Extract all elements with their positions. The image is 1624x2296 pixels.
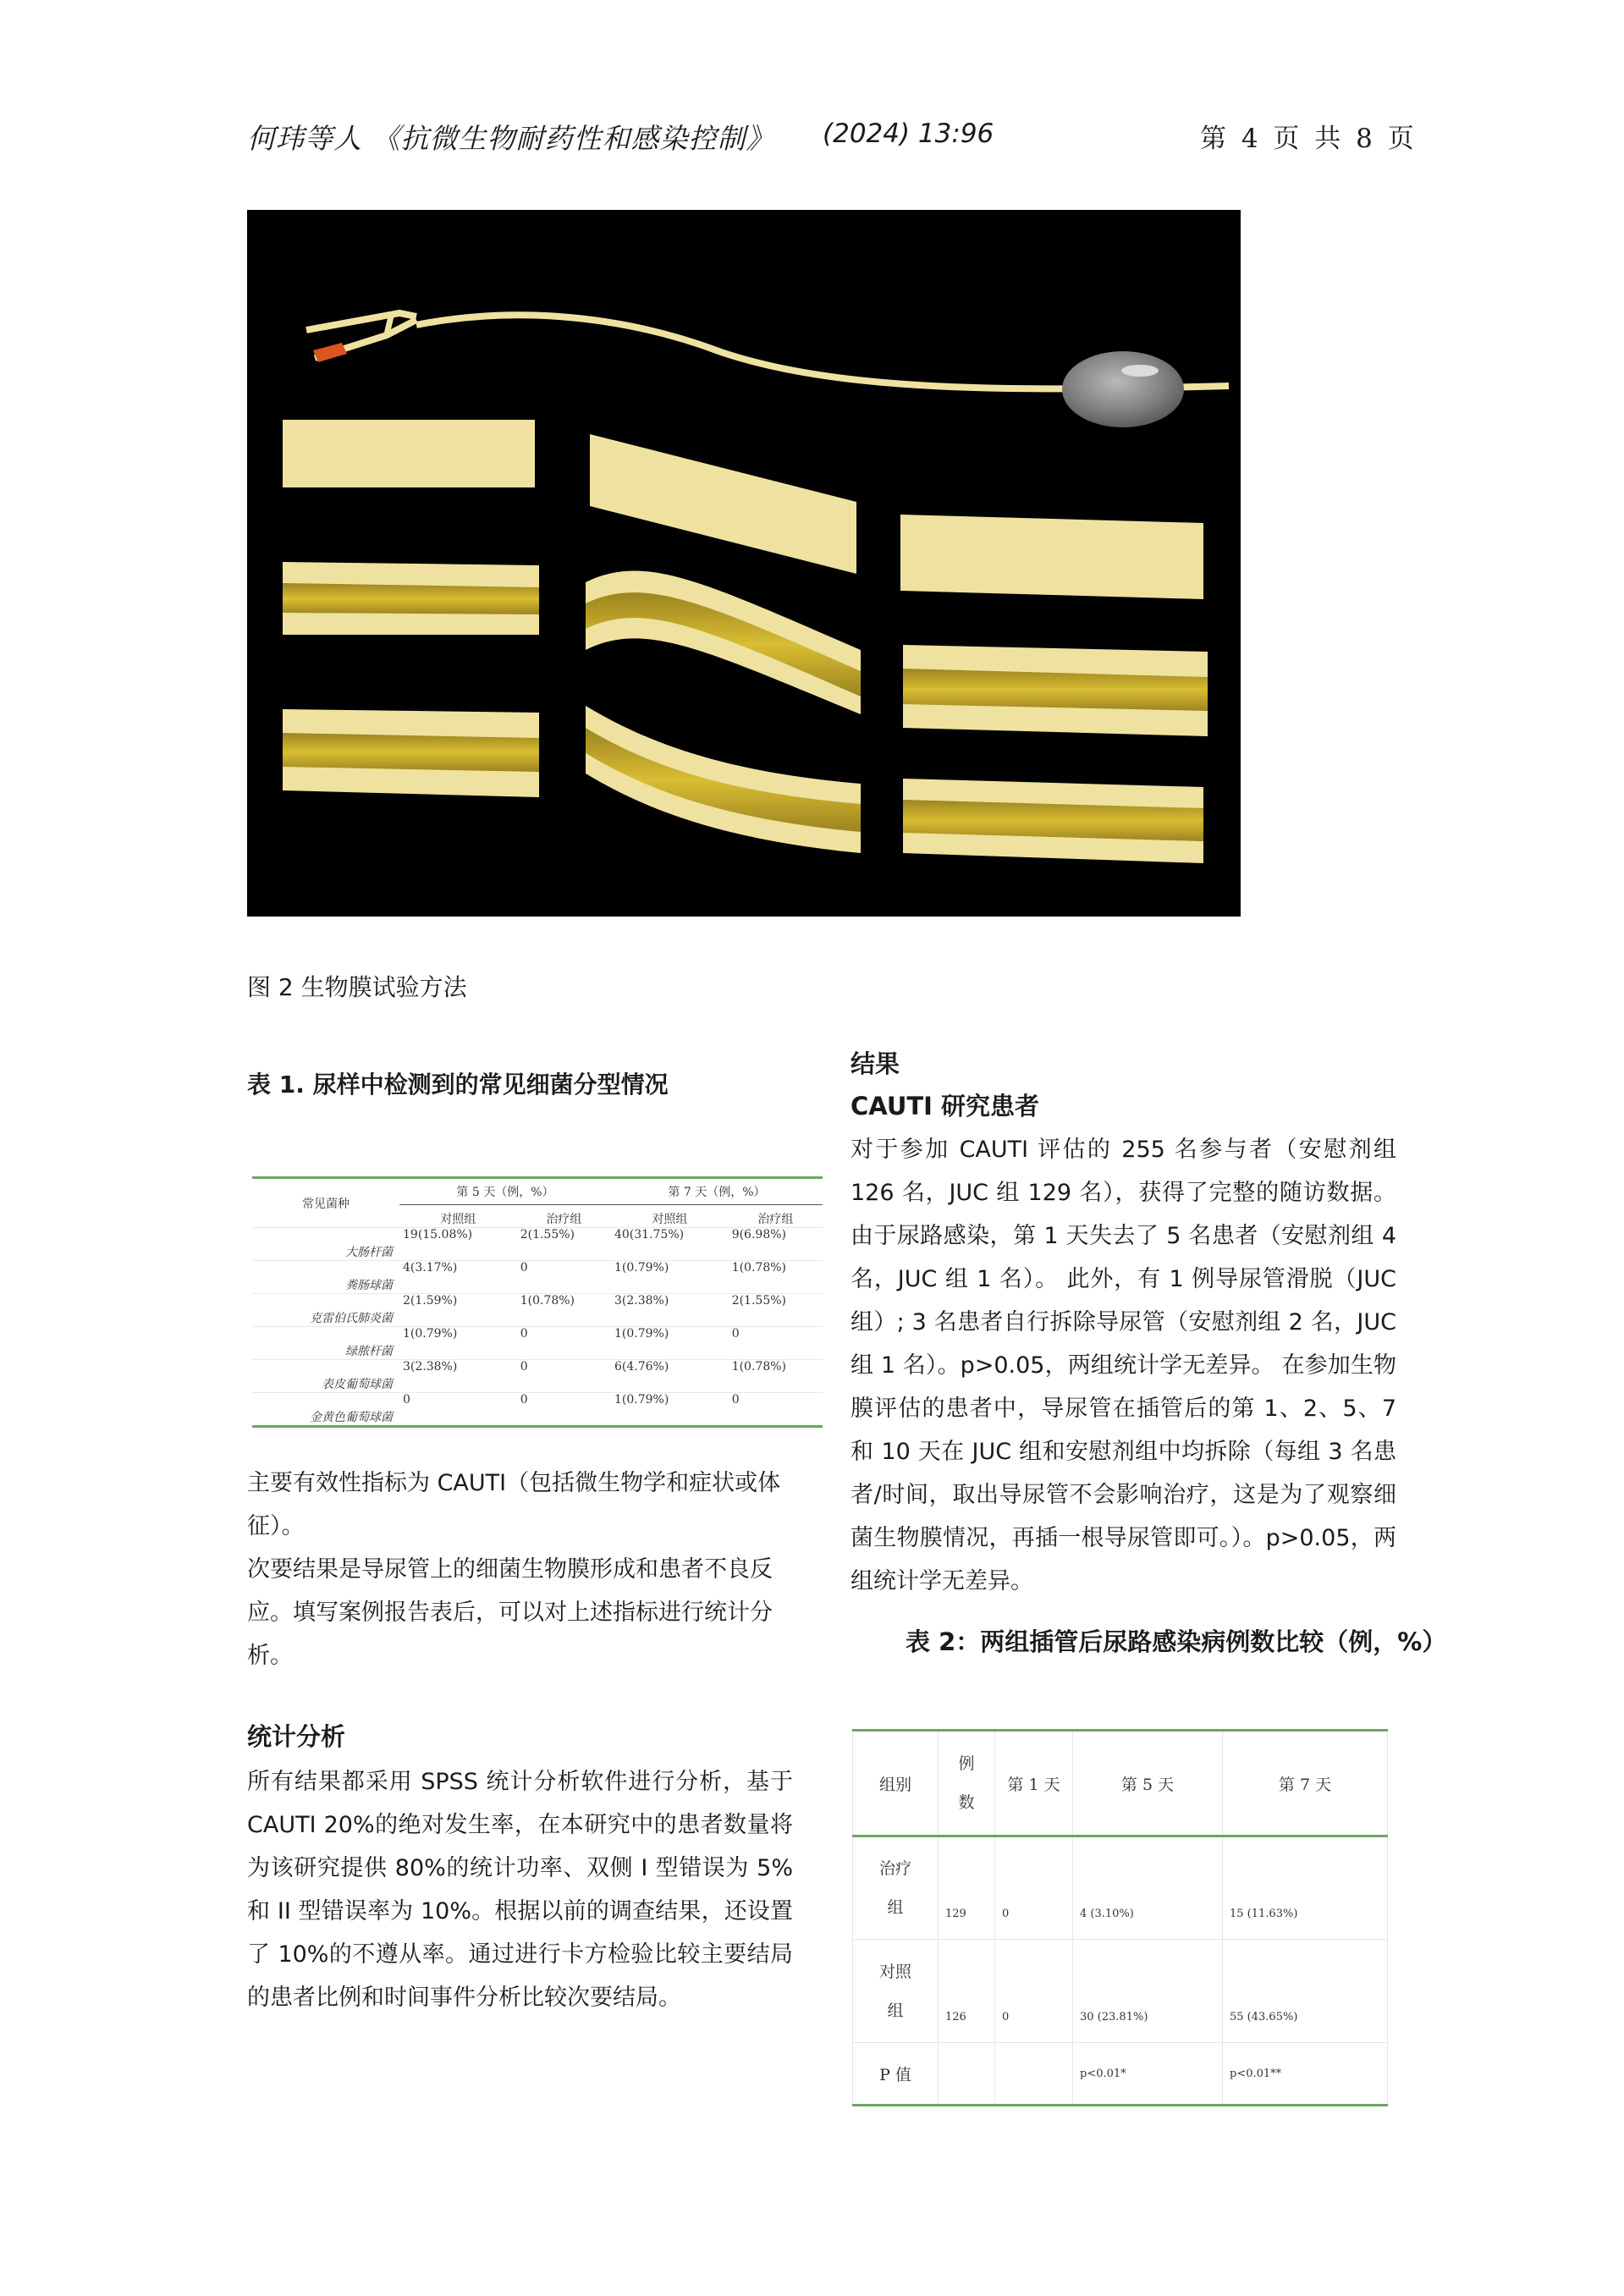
statistics-heading: 统计分析 [247, 1722, 346, 1751]
table-cell: 55 (43.65%) [1223, 1940, 1388, 2043]
table2-header-n-line2: 数 [958, 1793, 975, 1812]
table-row [853, 1940, 1388, 2043]
balloon [1062, 351, 1184, 427]
table1-sub-treatment-d5: 治疗组 [517, 1205, 611, 1228]
table-row [252, 1261, 823, 1294]
table-row [252, 1360, 823, 1393]
table-cell: 0 [995, 1836, 1073, 1940]
running-header-authors-journal: 何玮等人 《抗微生物耐药性和感染控制》 [247, 122, 775, 155]
table-cell: 15 (11.63%) [1223, 1836, 1388, 1940]
table-cell: 2(1.55%) [729, 1294, 823, 1327]
table-row [252, 1228, 823, 1261]
table2-p-label: P 值 [853, 2043, 939, 2106]
table-cell: 1(0.78%) [729, 1360, 823, 1393]
foley-catheter [306, 313, 1229, 427]
table-cell: 0 [729, 1393, 823, 1427]
primary-outcome-paragraph: 主要有效性指标为 CAUTI（包括微生物学和症状或体征）。 [247, 1470, 781, 1539]
table-cell: 1(0.78%) [517, 1294, 611, 1327]
table1-species: 大肠杆菌 [252, 1228, 399, 1261]
table-cell: 1(0.79%) [611, 1393, 729, 1427]
running-header-year-volume: (2024) 13:96 [823, 118, 994, 149]
cauti-subheading: CAUTI 研究患者 [851, 1092, 1040, 1120]
table2-group-line1: 治疗 [878, 1859, 911, 1878]
table1-sub-control-d7: 对照组 [611, 1205, 729, 1228]
table1-species: 粪肠球菌 [252, 1261, 399, 1294]
table1 [252, 1176, 823, 1428]
table-row [252, 1393, 823, 1427]
results-heading: 结果 [851, 1049, 900, 1078]
table2-header-n-line1: 例 [958, 1754, 975, 1773]
table-cell: 4 (3.10%) [1073, 1836, 1223, 1940]
statistics-paragraph: 所有结果都采用 SPSS 统计分析软件进行分析，基于 CAUTI 20%的绝对发生率，在本研究中的患者数量将为该研究提供 80%的统计功率、双侧 I 型错误为 5%和 II 型错误率为 10%。根据以前的调查结果，还设置了 10%的不遵从率。通过进行卡方检验比较主要结局的患者比例和时间事件分析比较次要结局。 [247, 1769, 793, 2011]
figure-caption: 图 2 生物膜试验方法 [247, 973, 467, 1001]
table-cell: 0 [517, 1393, 611, 1427]
table-cell [995, 2043, 1073, 2106]
table-cell: 0 [517, 1327, 611, 1360]
table2-group-line2: 组 [887, 1898, 904, 1917]
table-cell: 40(31.75%) [611, 1228, 729, 1261]
results-paragraph: 对于参加 CAUTI 评估的 255 名参与者（安慰剂组 126 名，JUC 组 129 名），获得了完整的随访数据。 由于尿路感染，第 1 天失去了 5 名患者（安慰剂组 4 名，JUC 组 1 名）。 此外，有 1 例导尿管滑脱（JUC组）; 3 名患者自行拆除导尿管（安慰剂组 2 名，JUC组 1 名）。p>0.05，两组统计学无差异。 在参加生物膜评估的患者中，导尿管在插管后的第 1、2、5、7 和 10 天在 JUC 组和安慰剂组中均拆除（每组 3 名患者/时间，取出导尿管不会影响治疗，这是为了观察细菌生物膜情况，再插一根导尿管即可。）。p>0.05，两组统计学无差异。 [851, 1137, 1396, 1594]
table-cell [939, 2043, 995, 2106]
table-cell: 1(0.79%) [399, 1327, 517, 1360]
table1-species: 绿脓杆菌 [252, 1327, 399, 1360]
table-cell: 0 [729, 1327, 823, 1360]
table2-header-group: 组别 [853, 1731, 939, 1836]
table1-header-species: 常见菌种 [252, 1178, 399, 1228]
table1-sub-treatment-d7: 治疗组 [729, 1205, 823, 1228]
table-row [853, 2043, 1388, 2106]
table-cell: 0 [517, 1360, 611, 1393]
table-row [252, 1327, 823, 1360]
table2-header-day1: 第 1 天 [995, 1731, 1073, 1836]
biofilm-method-figure [247, 210, 1241, 917]
table2-header-day7: 第 7 天 [1223, 1731, 1388, 1836]
table1-title: 表 1. 尿样中检测到的常见细菌分型情况 [247, 1071, 669, 1098]
table-cell: 6(4.76%) [611, 1360, 729, 1393]
table-cell: 2(1.59%) [399, 1294, 517, 1327]
table-cell: 3(2.38%) [611, 1294, 729, 1327]
table1-species: 金黄色葡萄球菌 [252, 1393, 399, 1427]
table1-header-day7: 第 7 天（例，%） [611, 1178, 823, 1205]
secondary-outcome-paragraph: 次要结果是导尿管上的细菌生物膜形成和患者不良反应。填写案例报告表后，可以对上述指标进行统计分析。 [247, 1556, 773, 1669]
table-cell: 0 [517, 1261, 611, 1294]
table2 [852, 1729, 1388, 2106]
table-cell: 1(0.79%) [611, 1261, 729, 1294]
table1-species: 克雷伯氏肺炎菌 [252, 1294, 399, 1327]
table2-header-day5: 第 5 天 [1073, 1731, 1223, 1836]
table1-species: 表皮葡萄球菌 [252, 1360, 399, 1393]
running-header-page-number: 第 4 页 共 8 页 [1200, 124, 1418, 154]
table-row [853, 1836, 1388, 1940]
table-cell: 9(6.98%) [729, 1228, 823, 1261]
table-cell: 129 [939, 1836, 995, 1940]
table1-sub-control-d5: 对照组 [399, 1205, 517, 1228]
catheter-illustration [247, 210, 1241, 917]
table-cell: 126 [939, 1940, 995, 2043]
table-cell: 1(0.79%) [611, 1327, 729, 1360]
table-cell: 0 [995, 1940, 1073, 2043]
table2-group-line1: 对照 [878, 1962, 911, 1981]
table-cell: 3(2.38%) [399, 1360, 517, 1393]
table-cell: 30 (23.81%) [1073, 1940, 1223, 2043]
table-cell: p<0.01* [1073, 2043, 1223, 2106]
table-cell: 4(3.17%) [399, 1261, 517, 1294]
table-cell: 0 [399, 1393, 517, 1427]
table-cell: 2(1.55%) [517, 1228, 611, 1261]
table1-header-day5: 第 5 天（例，%） [399, 1178, 611, 1205]
table-cell: 19(15.08%) [399, 1228, 517, 1261]
table2-group-line2: 组 [887, 2001, 904, 2020]
table-cell: 1(0.78%) [729, 1261, 823, 1294]
table-cell: p<0.01** [1223, 2043, 1388, 2106]
table2-title: 表 2：两组插管后尿路感染病例数比较（例，%） [906, 1627, 1447, 1656]
table-row [252, 1294, 823, 1327]
